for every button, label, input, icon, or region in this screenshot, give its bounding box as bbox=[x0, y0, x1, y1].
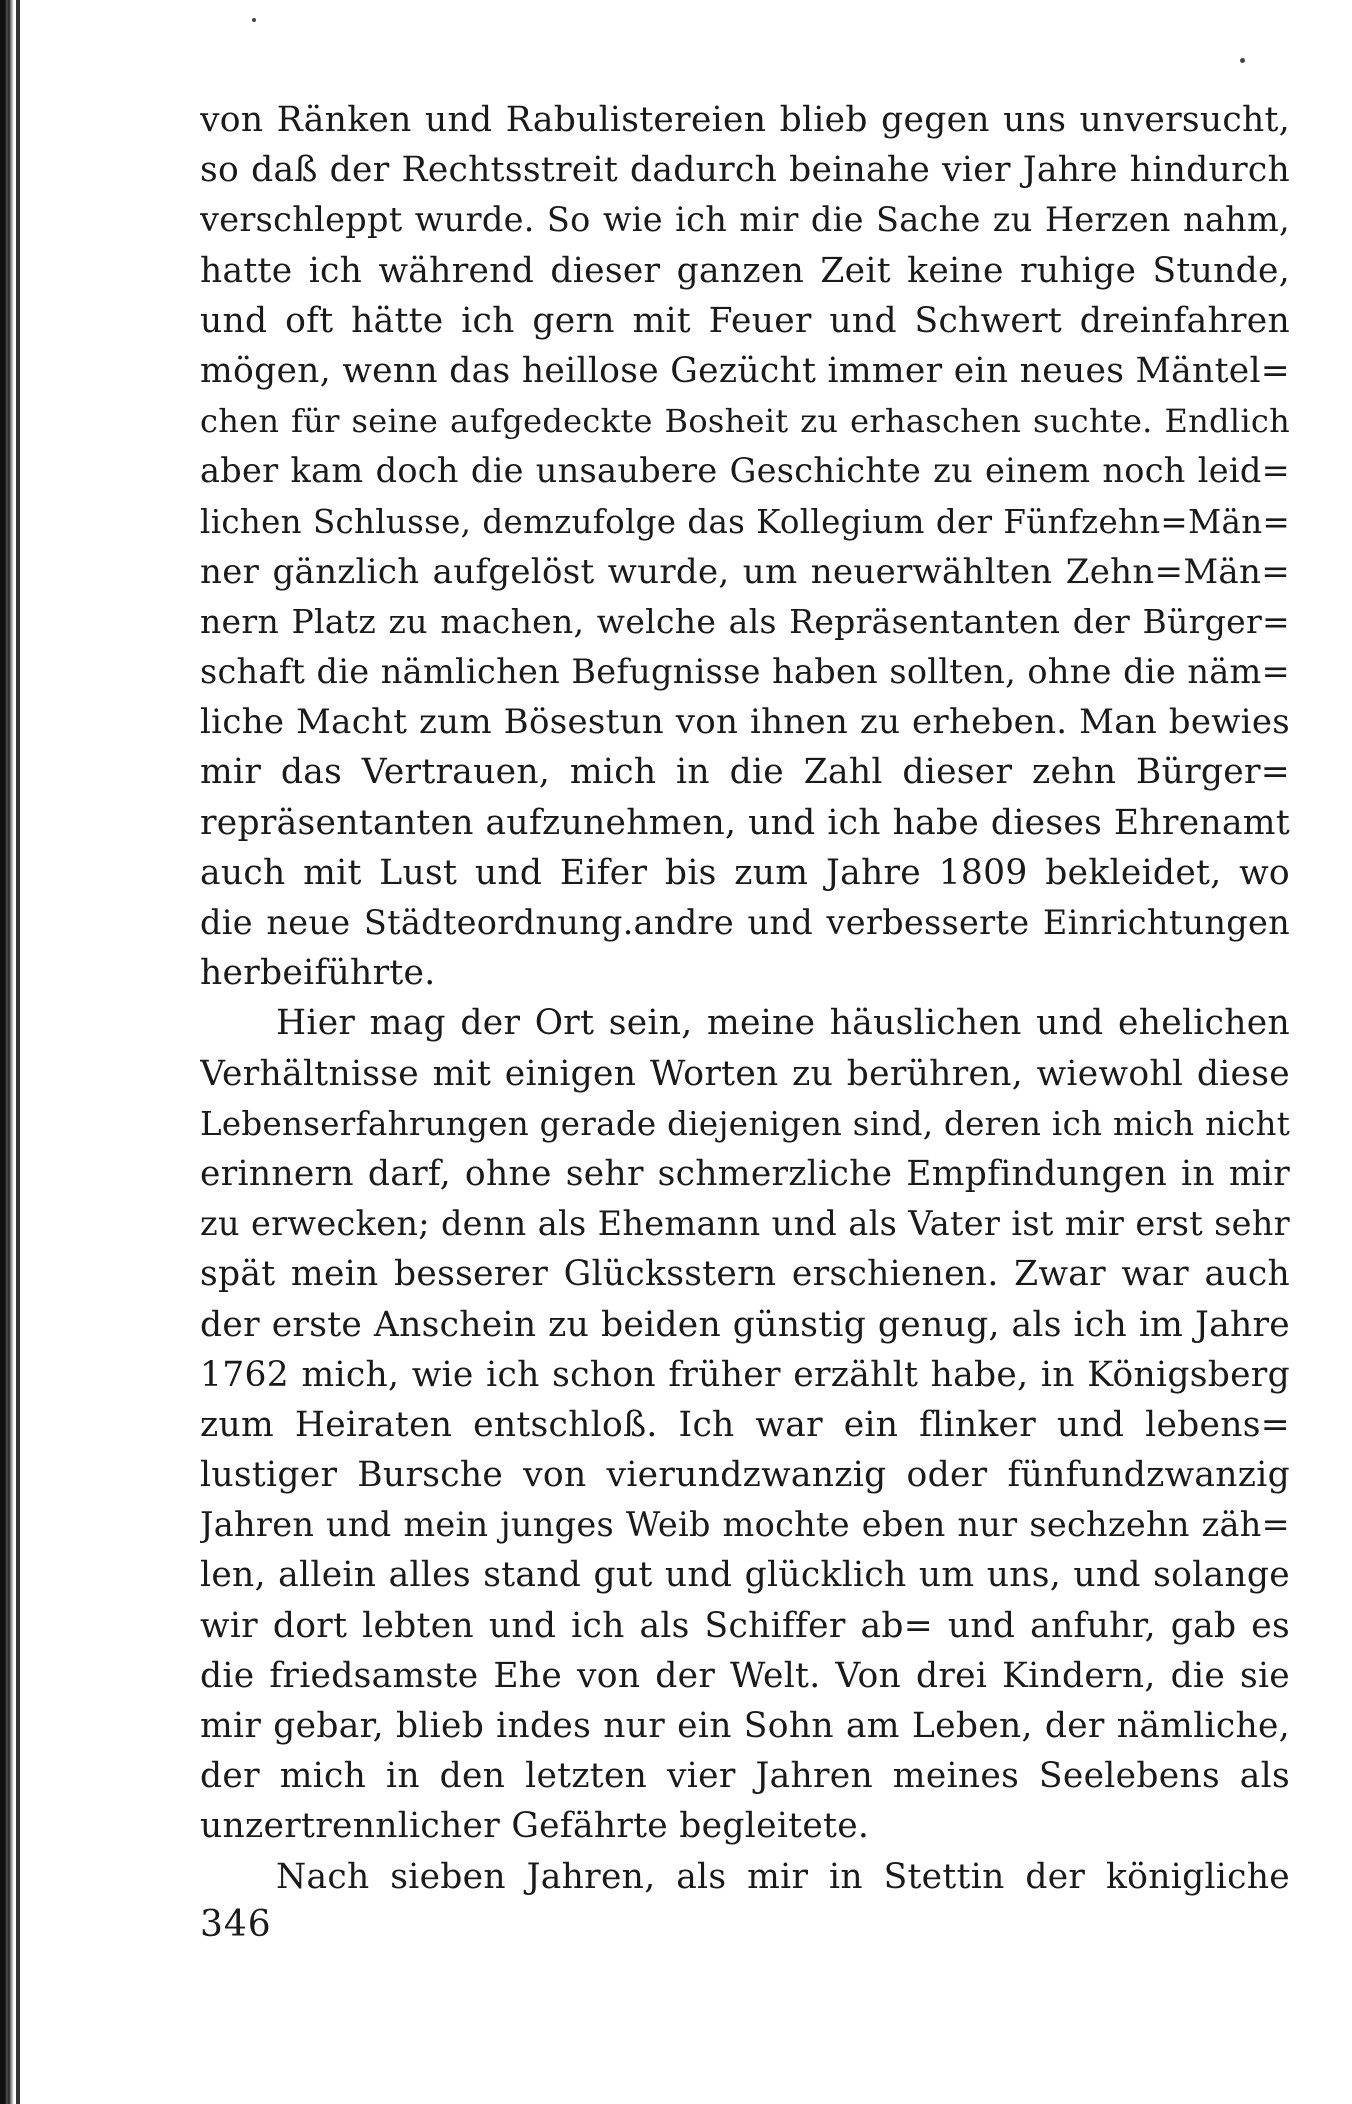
text-line: nern Platz zu machen, welche als Repräsentanten der Bürger= bbox=[200, 601, 1290, 641]
text-line: die neue Städteordnung.andre und verbesserte Einrichtungen bbox=[200, 903, 1290, 942]
text-line: len, allein alles stand gut und glücklich um uns, und solange bbox=[200, 1555, 1290, 1596]
text-line: verschleppt wurde. So wie ich mir die Sache zu Herzen nahm, bbox=[200, 200, 1290, 240]
text-line: 1762 mich, wie ich schon früher erzählt habe, in Königsberg bbox=[200, 1354, 1290, 1395]
text-line: unzertrennlicher Gefährte begleitete. bbox=[200, 1806, 870, 1847]
text-line: Hier mag der Ort sein, meine häuslichen und ehelichen bbox=[276, 1003, 1290, 1044]
text-line: zum Heiraten entschloß. Ich war ein flinker und lebens= bbox=[200, 1404, 1290, 1445]
text-line: herbeiführte. bbox=[200, 953, 436, 994]
text-line: repräsentanten aufzunehmen, und ich habe dieses Ehrenamt bbox=[200, 802, 1290, 843]
text-line: der mich in den letzten vier Jahren meines Seelebens als bbox=[200, 1756, 1290, 1797]
text-line: spät mein besserer Glücksstern erschienen. Zwar war auch bbox=[200, 1254, 1290, 1295]
text-line: Nach sieben Jahren, als mir in Stettin der königliche bbox=[276, 1856, 1290, 1897]
text-line: Verhältnisse mit einigen Worten zu berühren, wiewohl diese bbox=[200, 1053, 1290, 1094]
binding-shadow bbox=[16, 0, 20, 2104]
text-line: hatte ich während dieser ganzen Zeit keine ruhige Stunde, bbox=[200, 250, 1290, 291]
text-line: mögen, wenn das heillose Gezücht immer ein neues Mäntel= bbox=[200, 350, 1290, 391]
text-line: lichen Schlusse, demzufolge das Kollegium der Fünfzehn=Män= bbox=[200, 502, 1290, 541]
text-line: mir das Vertrauen, mich in die Zahl dieser zehn Bürger= bbox=[200, 752, 1290, 793]
text-line: und oft hätte ich gern mit Feuer und Schwert dreinfahren bbox=[200, 300, 1290, 341]
paper-speck bbox=[1240, 58, 1245, 63]
text-line: erinnern darf, ohne sehr schmerzliche Empfindungen in mir bbox=[200, 1153, 1290, 1194]
paper-speck bbox=[252, 18, 256, 22]
text-line: von Ränken und Rabulistereien blieb gegen uns unversucht, bbox=[200, 100, 1290, 140]
text-line: wir dort lebten und ich als Schiffer ab= und anfuhr, gab es bbox=[200, 1605, 1290, 1646]
text-line: aber kam doch die unsaubere Geschichte zu einem noch leid= bbox=[200, 451, 1290, 491]
page-number: 346 bbox=[200, 1904, 272, 1945]
binding-edge bbox=[0, 0, 14, 2104]
text-line: schaft die nämlichen Befugnisse haben sollten, ohne die näm= bbox=[200, 652, 1290, 692]
text-line: Jahren und mein junges Weib mochte eben nur sechzehn zäh= bbox=[200, 1505, 1290, 1545]
text-line: der erste Anschein zu beiden günstig genug, als ich im Jahre bbox=[200, 1304, 1290, 1345]
text-line: mir gebar, blieb indes nur ein Sohn am Leben, der nämliche, bbox=[200, 1706, 1290, 1746]
text-line: Lebenserfahrungen gerade diejenigen sind, deren ich mich nicht bbox=[200, 1104, 1290, 1143]
text-line: so daß der Rechtsstreit dadurch beinahe vier Jahre hindurch bbox=[200, 150, 1290, 191]
text-line: liche Macht zum Bösestun von ihnen zu erheben. Man bewies bbox=[200, 702, 1290, 743]
text-line: die friedsamste Ehe von der Welt. Von drei Kindern, die sie bbox=[200, 1655, 1290, 1696]
body-text bbox=[200, 95, 1290, 1902]
text-line: zu erwecken; denn als Ehemann und als Vater ist mir erst sehr bbox=[200, 1204, 1290, 1244]
text-line: auch mit Lust und Eifer bis zum Jahre 1809 bekleidet, wo bbox=[200, 852, 1290, 893]
text-line: chen für seine aufgedeckte Bosheit zu erhaschen suchte. Endlich bbox=[200, 402, 1290, 441]
text-line: lustiger Bursche von vierundzwanzig oder fünfundzwanzig bbox=[200, 1455, 1290, 1496]
text-line: ner gänzlich aufgelöst wurde, um neuerwählten Zehn=Män= bbox=[200, 551, 1290, 592]
